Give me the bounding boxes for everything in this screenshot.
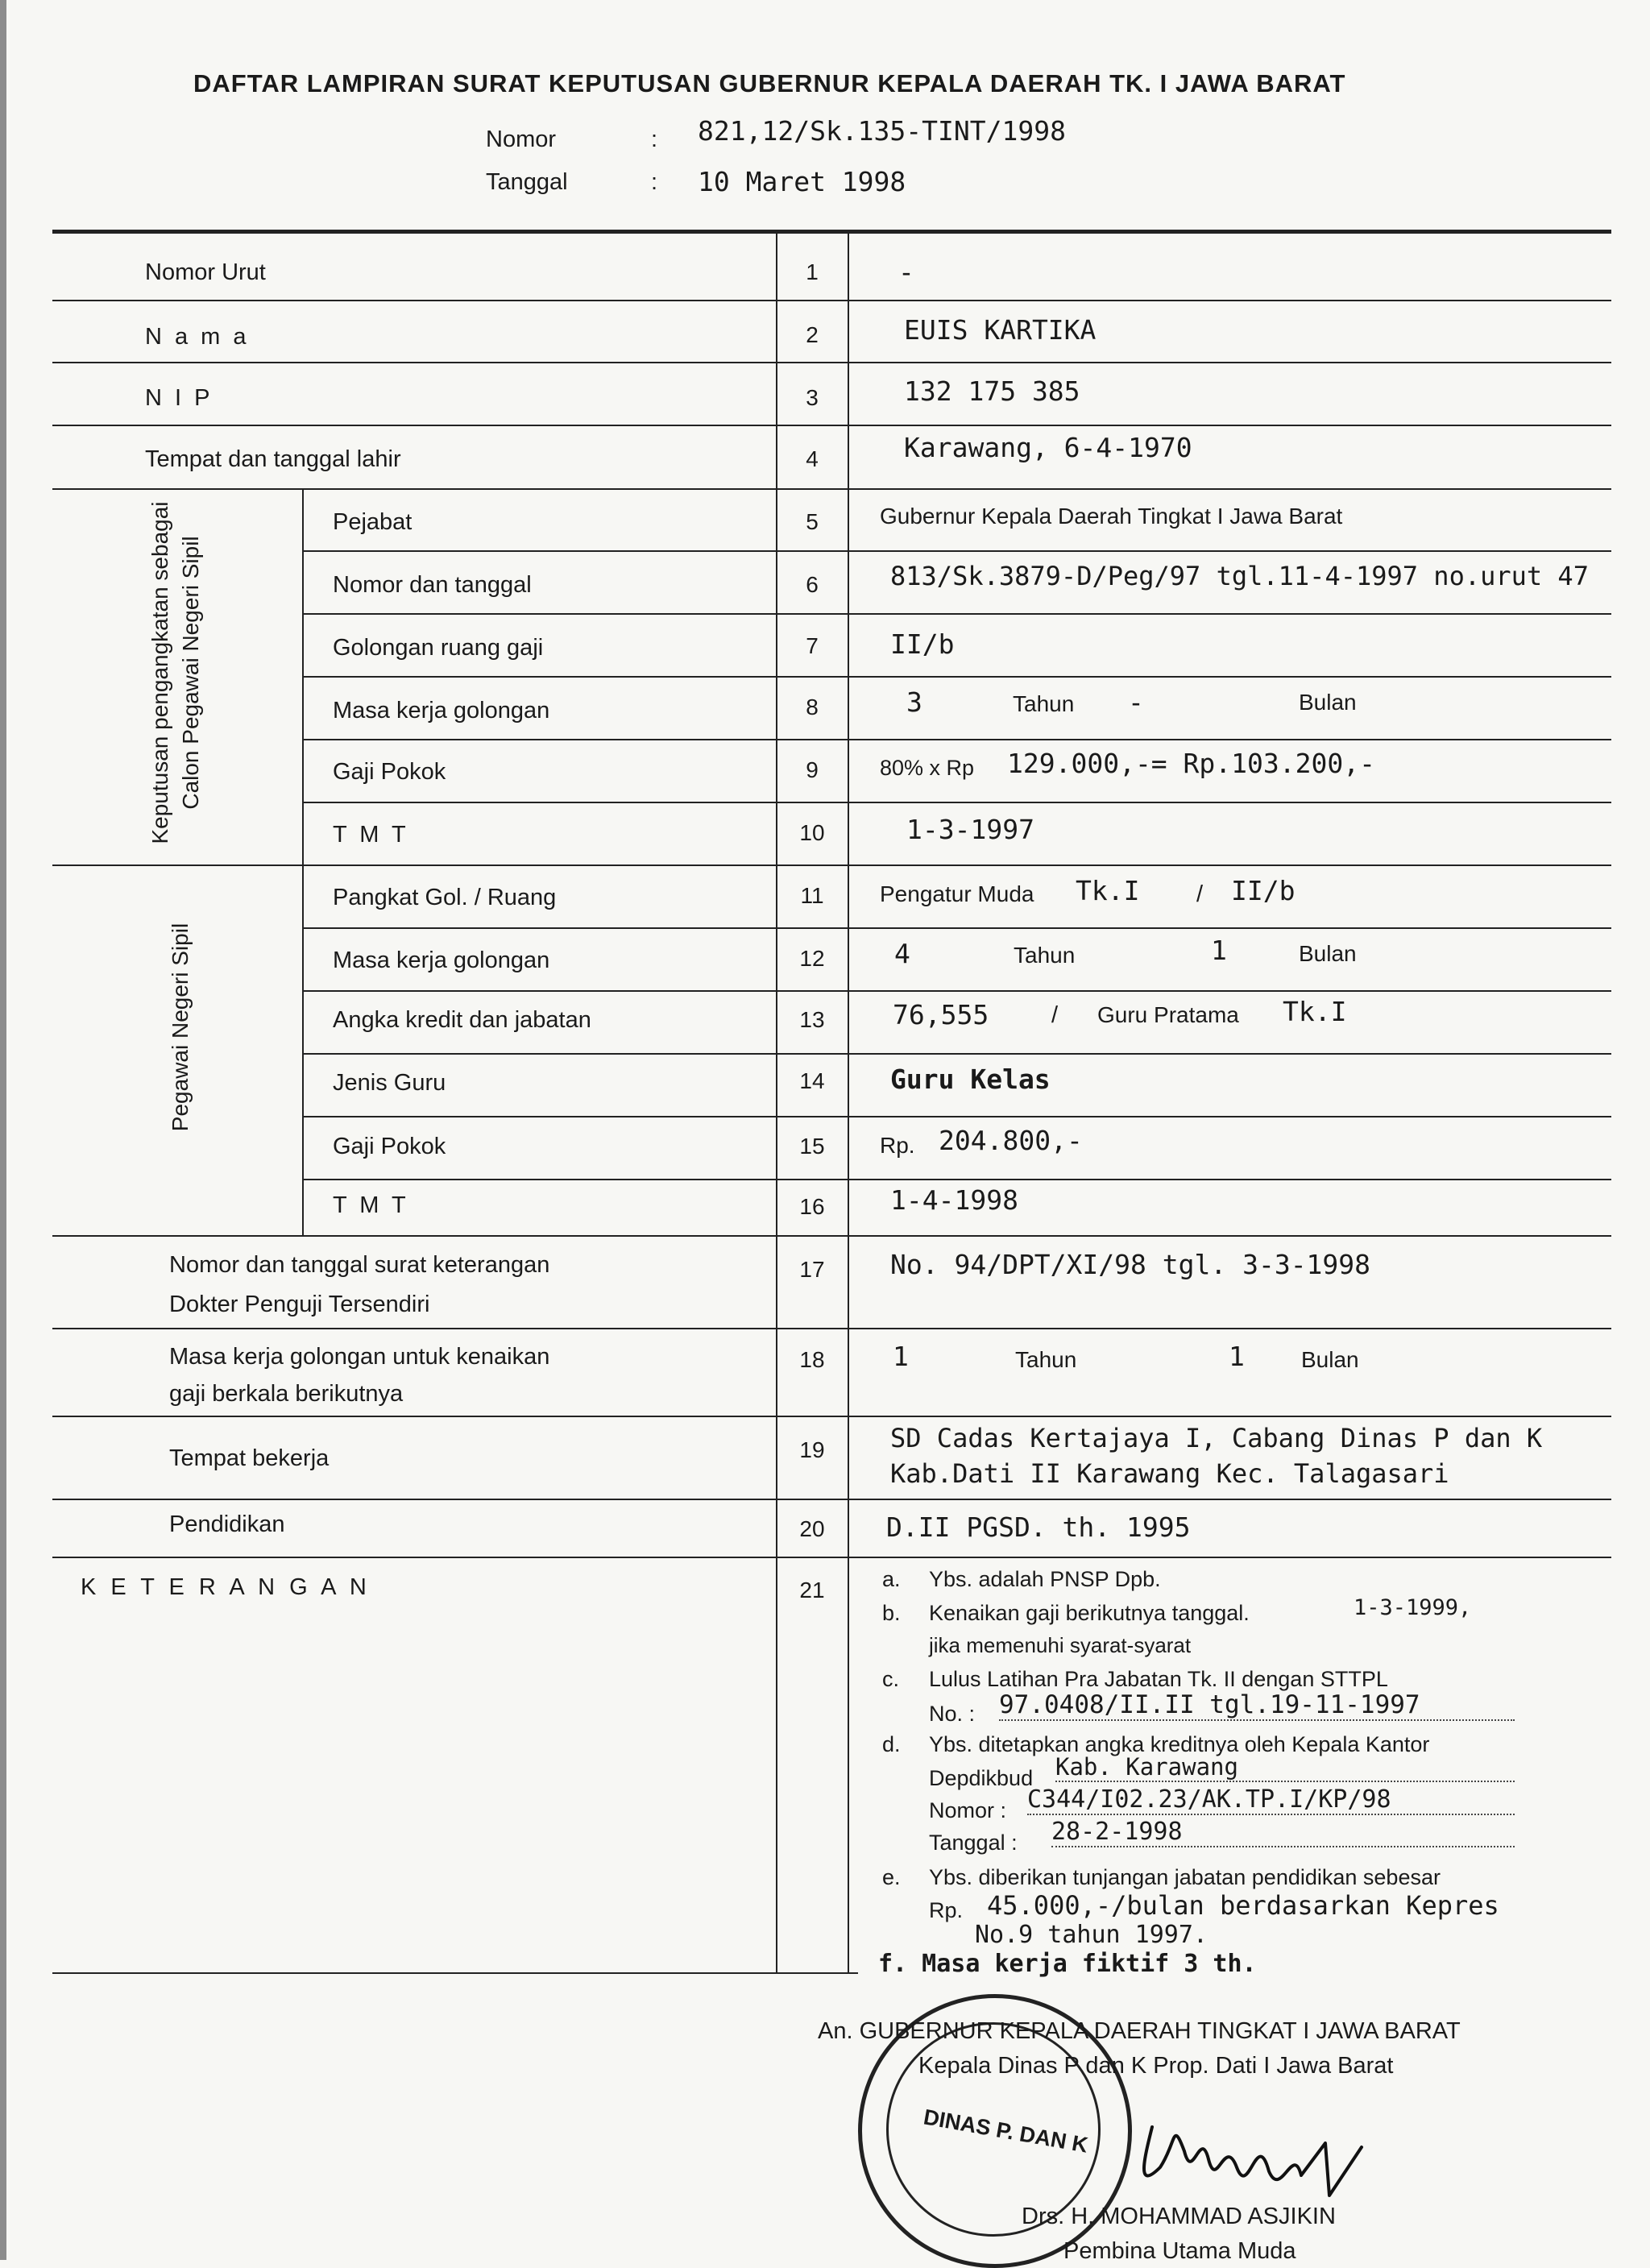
- value-pangkat-tk: Tk.I: [1076, 875, 1140, 906]
- label-tempat-bekerja: Tempat bekerja: [169, 1445, 330, 1471]
- label-nip: N I P: [145, 385, 214, 411]
- value-tempat-bekerja-1: SD Cadas Kertajaya I, Cabang Dinas P dan K: [890, 1423, 1543, 1453]
- label-gaji-pokok: Gaji Pokok: [333, 759, 446, 785]
- ket-d-tgl: 28-2-1998: [1051, 1818, 1515, 1847]
- ket-a: Ybs. adalah PNSP Dpb.: [929, 1567, 1161, 1591]
- tahun-label: Tahun: [1014, 943, 1076, 968]
- row-number: 6: [806, 572, 819, 597]
- label-pendidikan: Pendidikan: [169, 1511, 285, 1537]
- row-number: 10: [799, 820, 825, 845]
- ket-d-tgl-label: Tanggal :: [929, 1831, 1018, 1855]
- value-nomor-urut: -: [898, 256, 914, 288]
- value-nama: EUIS KARTIKA: [904, 314, 1097, 346]
- ket-b: Kenaikan gaji berikutnya tanggal.: [929, 1601, 1250, 1625]
- label-surat-dokter-2: Dokter Penguji Tersendiri: [169, 1292, 430, 1317]
- row-number: 13: [799, 1007, 825, 1032]
- tanggal-value: 10 Maret 1998: [698, 166, 906, 197]
- stamp-text: DINAS P. DAN K: [922, 2104, 1090, 2158]
- ket-e-mark: e.: [882, 1865, 901, 1889]
- value-sk-cpns: 813/Sk.3879-D/Peg/97 tgl.11-4-1997 no.urut 47: [890, 561, 1589, 591]
- row-number: 21: [799, 1578, 825, 1603]
- signatory-rank: Pembina Utama Muda: [1063, 2238, 1296, 2264]
- label-masa-kerja-berkala-1: Masa kerja golongan untuk kenaikan: [169, 1344, 550, 1370]
- value-pangkat: II/b: [1231, 875, 1296, 906]
- tahun-label: Tahun: [1013, 691, 1075, 716]
- tahun-label: Tahun: [1015, 1347, 1077, 1372]
- ket-e: Ybs. diberikan tunjangan jabatan pendidikan sebesar: [929, 1865, 1441, 1889]
- row-number: 12: [799, 946, 825, 971]
- row-number: 20: [799, 1516, 825, 1541]
- label-keterangan: K E T E R A N G A N: [81, 1574, 371, 1600]
- document-title: DAFTAR LAMPIRAN SURAT KEPUTUSAN GUBERNUR KEPALA DAERAH TK. I JAWA BARAT: [193, 69, 1346, 97]
- row-number: 8: [806, 694, 819, 719]
- ket-c: Lulus Latihan Pra Jabatan Tk. II dengan STTPL: [929, 1667, 1388, 1691]
- value-tmt-pns: 1-4-1998: [890, 1184, 1018, 1216]
- ket-d-dep-label: Depdikbud: [929, 1766, 1034, 1790]
- value-bulan-berkala: 1: [1229, 1341, 1245, 1372]
- bulan-label: Bulan: [1299, 941, 1357, 966]
- label-surat-dokter-1: Nomor dan tanggal surat keterangan: [169, 1252, 550, 1278]
- ket-d-dep: Kab. Karawang: [1055, 1753, 1515, 1782]
- handwritten-signature: [1128, 2095, 1370, 2216]
- label-pejabat: Pejabat: [333, 509, 412, 535]
- ket-c-mark: c.: [882, 1667, 900, 1691]
- label-angka-kredit: Angka kredit dan jabatan: [333, 1007, 591, 1033]
- bulan-label: Bulan: [1299, 690, 1357, 715]
- value-pejabat: Gubernur Kepala Daerah Tingkat I Jawa Barat: [880, 504, 1343, 529]
- ket-e-val2: No.9 tahun 1997.: [975, 1921, 1208, 1949]
- value-surat-dokter: No. 94/DPT/XI/98 tgl. 3-3-1998: [890, 1249, 1371, 1280]
- jabatan-label: Guru Pratama: [1097, 1002, 1239, 1027]
- tanggal-label: Tanggal: [486, 169, 568, 195]
- row-number: 5: [806, 509, 819, 534]
- nomor-label: Nomor: [486, 126, 557, 152]
- row-number: 17: [799, 1257, 825, 1282]
- gaji-prefix-pns: Rp.: [880, 1133, 915, 1158]
- row-number: 11: [800, 883, 824, 908]
- row-number: 19: [799, 1437, 825, 1462]
- ket-d-nomor: C344/I02.23/AK.TP.I/KP/98: [1027, 1785, 1515, 1815]
- ket-e-val: 45.000,-/bulan berdasarkan Kepres: [987, 1890, 1499, 1921]
- pangkat-sep: /: [1196, 881, 1204, 907]
- row-number: 2: [806, 322, 819, 347]
- value-angka-kredit: 76,555: [893, 999, 989, 1030]
- ket-e-rp: Rp.: [929, 1898, 964, 1922]
- label-masa-kerja-berkala-2: gaji berkala berikutnya: [169, 1381, 404, 1407]
- row-number: 16: [799, 1194, 825, 1219]
- ket-a-mark: a.: [882, 1567, 901, 1591]
- group-label-pns: Pegawai Negeri Sipil: [168, 923, 193, 1132]
- angka-kredit-sep: /: [1051, 1002, 1059, 1028]
- signature-an: An. GUBERNUR KEPALA DAERAH TINGKAT I JAWA BARAT: [818, 2018, 1461, 2044]
- label-nama: N a m a: [145, 324, 250, 350]
- value-pendidikan: D.II PGSD. th. 1995: [886, 1511, 1191, 1543]
- label-nomor-tanggal: Nomor dan tanggal: [333, 572, 532, 598]
- row-number: 14: [799, 1068, 825, 1093]
- label-nomor-urut: Nomor Urut: [145, 259, 266, 285]
- ket-b-date: 1-3-1999,: [1354, 1595, 1472, 1620]
- value-tahun: 3: [906, 686, 922, 718]
- ket-c-no-label: No. :: [929, 1702, 976, 1726]
- value-tahun-pns: 4: [894, 938, 910, 969]
- value-bulan: -: [1128, 686, 1144, 718]
- label-tmt: T M T: [333, 822, 409, 848]
- label-ttl: Tempat dan tanggal lahir: [145, 446, 401, 472]
- value-jenis-guru: Guru Kelas: [890, 1064, 1051, 1095]
- gaji-prefix: 80% x Rp: [880, 756, 975, 780]
- ket-d-mark: d.: [882, 1732, 901, 1756]
- value-gaji-pokok: 129.000,-= Rp.103.200,-: [1007, 748, 1375, 779]
- row-number: 3: [806, 385, 819, 410]
- ket-b2: jika memenuhi syarat-syarat: [929, 1633, 1192, 1657]
- row-number: 1: [806, 259, 819, 284]
- ket-b-mark: b.: [882, 1601, 901, 1625]
- tanggal-sep: :: [651, 169, 658, 195]
- row-number: 15: [799, 1134, 825, 1159]
- row-number: 4: [806, 446, 819, 471]
- row-number: 9: [806, 757, 819, 782]
- group-label-cpns: Keputusan pengangkatan sebagai Calon Pegawai Negeri Sipil: [147, 501, 203, 844]
- label-pangkat: Pangkat Gol. / Ruang: [333, 885, 557, 910]
- value-tmt: 1-3-1997: [906, 814, 1034, 845]
- nomor-sep: :: [651, 126, 658, 152]
- value-bulan-pns: 1: [1211, 935, 1227, 966]
- scan-edge: [0, 0, 6, 2260]
- bulan-label: Bulan: [1301, 1347, 1359, 1372]
- ket-d: Ybs. ditetapkan angka kreditnya oleh Kepala Kantor: [929, 1732, 1430, 1756]
- value-golongan: II/b: [890, 628, 955, 660]
- signatory-name: Drs. H. MOHAMMAD ASJIKIN: [1022, 2204, 1336, 2229]
- value-nip: 132 175 385: [904, 375, 1080, 407]
- value-tahun-berkala: 1: [893, 1341, 909, 1372]
- row-number: 18: [799, 1347, 825, 1372]
- value-gaji-pokok-pns: 204.800,-: [939, 1125, 1083, 1156]
- ket-f: f. Masa kerja fiktif 3 th.: [878, 1950, 1257, 1978]
- pangkat-prefix: Pengatur Muda: [880, 881, 1034, 906]
- label-masa-kerja-pns: Masa kerja golongan: [333, 947, 550, 973]
- ket-d-nomor-label: Nomor :: [929, 1798, 1007, 1822]
- signature-kepala: Kepala Dinas P dan K Prop. Dati I Jawa Barat: [918, 2053, 1394, 2079]
- label-golongan: Golongan ruang gaji: [333, 635, 544, 661]
- value-ttl: Karawang, 6-4-1970: [904, 432, 1192, 463]
- label-masa-kerja: Masa kerja golongan: [333, 698, 550, 724]
- ket-c-no: 97.0408/II.II tgl.19-11-1997: [999, 1690, 1515, 1721]
- label-jenis-guru: Jenis Guru: [333, 1070, 446, 1096]
- value-jabatan-tk: Tk.I: [1283, 996, 1347, 1027]
- value-tempat-bekerja-2: Kab.Dati II Karawang Kec. Talagasari: [890, 1458, 1449, 1489]
- label-gaji-pokok-pns: Gaji Pokok: [333, 1134, 446, 1159]
- row-number: 7: [806, 633, 819, 658]
- nomor-value: 821,12/Sk.135-TINT/1998: [698, 115, 1066, 147]
- label-tmt-pns: T M T: [333, 1192, 409, 1218]
